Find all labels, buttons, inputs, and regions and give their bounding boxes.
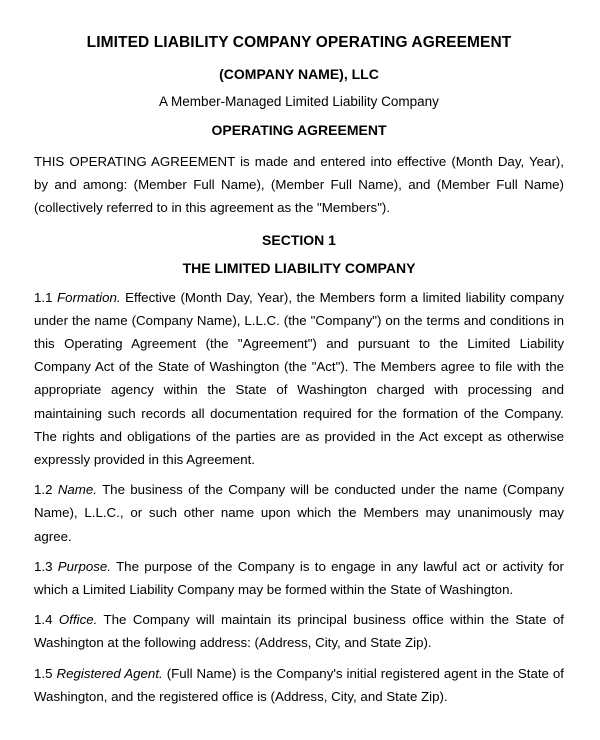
clause-title: Registered Agent. (56, 665, 163, 681)
clause-office (34, 608, 564, 654)
company-name: (COMPANY NAME), LLC (219, 66, 379, 82)
clause-registered-agent (34, 662, 564, 708)
clause-text: (Full Name) is the Company's initial registered agent in the State of Washington, and the registered office is (Address, City, and State Zip). (34, 665, 565, 704)
clause-number: 1.1 (34, 289, 53, 305)
clause-title: Office. (58, 612, 98, 628)
clause-text: The business of the Company will be conducted under the name (Company Name), L.L.C., or such other name upon which the Members may unanimously may agree. (34, 482, 564, 544)
clause-text: The purpose of the Company is to engage in any lawful act or activity for which a Limited Liability Company may be formed within the State of Washington. (34, 558, 564, 598)
clause-number: 1.4 (34, 612, 53, 628)
clause-name (34, 478, 564, 548)
clause-purpose (34, 555, 564, 601)
clause-title: Formation. (57, 289, 121, 305)
clause-number: 1.5 (34, 665, 53, 681)
document-title: LIMITED LIABILITY COMPANY OPERATING AGREEMENT (86, 34, 512, 51)
clause-number: 1.2 (34, 482, 53, 498)
document-subtitle: A Member-Managed Limited Liability Company (159, 94, 439, 109)
section-title: THE LIMITED LIABILITY COMPANY (182, 259, 416, 276)
clause-formation (34, 286, 564, 472)
agreement-heading: OPERATING AGREEMENT (211, 122, 387, 138)
clause-title: Purpose. (57, 558, 112, 574)
clause-text: The Company will maintain its principal business office within the State of Washington at the following address: (Address, City, and State Zip). (34, 612, 564, 651)
clause-number: 1.3 (34, 558, 53, 574)
clause-title: Name. (57, 482, 97, 498)
section-label: SECTION 1 (262, 231, 336, 248)
clause-text: Effective (Month Day, Year), the Members form a limited liability company under the name (Company Name), L.L.C. (the "Company") on the terms and conditions in this Operating Agreement (the "Agreement") and pursuant to the Limited Liability Company Act of the State of Washington (the "Act"). The Members agree to file with the appropriate agency within the State of Washington charged with processing and maintaining such records all documentation required for the formation of the Company. The rights and obligations of the parties are as provided in the Act except as otherwise expressly provided in this Agreement. (34, 289, 564, 468)
intro-paragraph: THIS OPERATING AGREEMENT is made and entered into effective (Month Day, Year), by and among: (Member Full Name), (Member Full Name), and (Member Full Name) (collectively referred to in this agreement as the "Members"). (34, 154, 564, 216)
